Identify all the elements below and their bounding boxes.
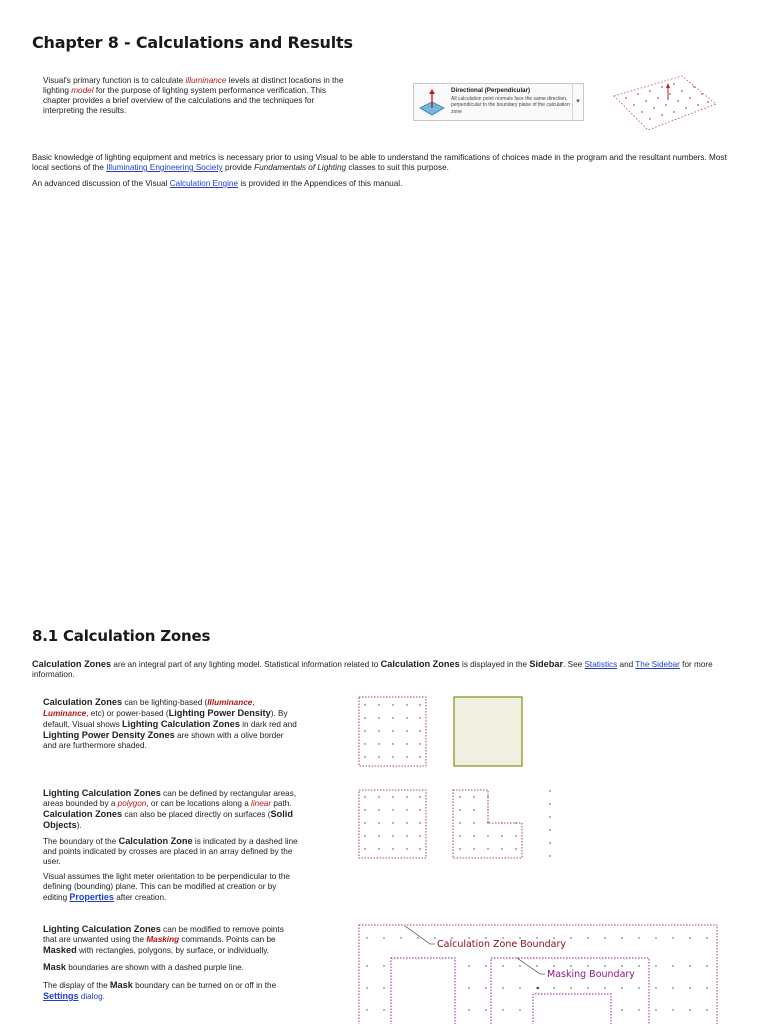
calc-point [655,987,656,988]
b2-bold-2: Calculation Zones [43,809,123,819]
calc-point [378,717,379,718]
calc-point [392,822,393,823]
calc-point [604,965,605,966]
calc-point [419,730,420,731]
calc-point [366,965,367,966]
boundary-label: Calculation Zone Boundary [437,939,566,950]
calc-point [364,835,365,836]
calc-point [366,987,367,988]
calc-point [553,987,554,988]
calc-point [485,1009,486,1010]
boundary-leader-line [405,926,430,944]
b1-bold-2: Lighting Power Density [168,708,271,718]
intro-bold-3: Sidebar [529,659,564,669]
calc-point [419,835,420,836]
calc-point [419,717,420,718]
calc-point [459,848,460,849]
calc-point [383,965,384,966]
b2p2-t2: is indicated by a dashed line and points indicated by crosses are placed in an array defined by the user. [43,837,298,866]
b2p2-t1: The boundary of the [43,837,119,846]
masking-diagram [357,922,720,1024]
calc-point [364,730,365,731]
calc-point [706,1009,707,1010]
calc-point [621,965,622,966]
calc-point [502,987,503,988]
basic-text-2: provide [222,163,255,172]
basic-knowledge-paragraph [32,153,732,173]
calc-point [364,717,365,718]
b2-t5: ). [76,821,82,830]
b3p2-t1: boundaries are shown with a dashed purple line. [65,963,244,972]
calc-point [487,822,488,823]
calc-point [406,822,407,823]
calc-point [621,987,622,988]
calc-point [689,937,690,938]
b3p3-t2: boundary can be turned on or off in the [132,981,277,990]
intro-paragraph [43,76,353,116]
calc-point [406,809,407,810]
section-intro-paragraph [32,659,732,680]
term-model: model [71,86,94,95]
calc-point [406,730,407,731]
b2-bold-1: Lighting Calculation Zones [43,788,161,798]
calc-point [392,809,393,810]
b1-t3: , etc) or power-based ( [86,709,169,718]
masking-paragraph [43,924,298,956]
calc-point [587,987,588,988]
calc-point [406,796,407,797]
mask-label: Masking Boundary [547,969,635,980]
calc-point [473,822,474,823]
calc-point [378,730,379,731]
calc-point [515,835,516,836]
term-polygon: polygon [117,799,147,808]
intro-text-1: Visual's primary function is to calculate [43,76,186,85]
ies-link[interactable]: Illuminating Engineering Society [106,163,223,172]
calc-point [502,965,503,966]
calc-point [487,835,488,836]
b3p2-bold: Mask [43,962,66,972]
term-illuminance: illuminance [185,76,227,85]
calc-point [689,965,690,966]
panel-title: Directional (Perpendicular) [451,87,531,94]
calc-point [406,756,407,757]
calc-point [570,965,571,966]
calc-point [604,987,605,988]
intro-bold-2: Calculation Zones [380,659,460,669]
calc-point [473,796,474,797]
fundamentals-text: Fundamentals of Lighting [254,163,347,172]
b3-bold-2: Masked [43,945,77,955]
perspective-grid-illustration [612,74,718,132]
calc-point [536,965,537,966]
calc-point [366,1009,367,1010]
calc-point [392,796,393,797]
b2-bold-3: Solid Objects [43,809,293,830]
calc-point [419,848,420,849]
calc-point [638,937,639,938]
calc-point [392,835,393,836]
calc-point [485,987,486,988]
calc-point [485,965,486,966]
mask-display-paragraph [43,980,298,1002]
calc-point [378,743,379,744]
calc-point [570,937,571,938]
calc-point [364,809,365,810]
b1-bold-3: Lighting Calculation Zones [122,719,240,729]
calc-point [621,1009,622,1010]
calc-point [553,965,554,966]
chapter-title: Chapter 8 - Calculations and Results [32,33,353,52]
mask-boundary-paragraph [43,962,298,973]
term-masking: Masking [146,935,180,944]
calc-point [364,756,365,757]
calc-point [378,756,379,757]
calc-point [501,822,502,823]
calc-point [515,848,516,849]
basic-text-1: Basic knowledge of lighting equipment and metrics is necessary prior to using Visual to be able to understand the ramifications of choices made in the program and the resultant numbers. Most local sections of the [32,153,727,172]
term-illuminance-bold: Illuminance [207,698,253,707]
advanced-text-2: is provided in the Appendices of this manual. [238,179,403,188]
term-linear: linear [251,799,272,808]
calc-point [419,743,420,744]
b3-bold-1: Lighting Calculation Zones [43,924,161,934]
calc-point [406,717,407,718]
calc-point [378,835,379,836]
calc-point [406,835,407,836]
calc-point [392,756,393,757]
section-title: 8.1 Calculation Zones [32,627,211,645]
calc-point [364,704,365,705]
b1-t2: , [252,698,255,707]
calc-point [392,717,393,718]
calc-point [468,987,469,988]
linear-calc-zone-illustration [545,789,555,861]
intro-bold-1: Calculation Zones [32,659,112,669]
calc-point [419,704,420,705]
dropdown-arrow-icon[interactable]: ▾ [572,84,583,120]
directional-icon [417,86,447,120]
zone-types-paragraph [43,697,298,751]
calc-point [364,822,365,823]
b3-t2: commands. Points can be [179,935,276,944]
calc-point [392,848,393,849]
calc-point [406,743,407,744]
advanced-paragraph [32,179,732,189]
calc-point [459,796,460,797]
calc-point [473,809,474,810]
calc-point [587,937,588,938]
intro-t3: . See [563,660,585,669]
calc-point [419,756,420,757]
calc-point [364,796,365,797]
calc-point [468,965,469,966]
calc-point [672,937,673,938]
calc-point [378,704,379,705]
calc-point [473,848,474,849]
calc-point [434,937,435,938]
orientation-paragraph [43,872,298,903]
calc-point [655,965,656,966]
calc-point [638,987,639,988]
b2p3-t2: after creation. [113,893,167,902]
calc-point [419,796,420,797]
calc-point [406,848,407,849]
calc-point [378,822,379,823]
calc-point [419,822,420,823]
calc-point [519,987,520,988]
calc-point [419,809,420,810]
calc-point [501,848,502,849]
calc-point [366,937,367,938]
rect-calc-zone-illustration [358,789,428,861]
calc-point [621,937,622,938]
calc-point [364,743,365,744]
b3-t1: can be modified to remove points that are unwanted using the [43,925,284,944]
calc-point [459,809,460,810]
b3-t3: with rectangles, polygons, by surface, or individually. [76,946,270,955]
intro-t4: and [617,660,636,669]
calc-point [392,730,393,731]
settings-link[interactable]: Settings [43,991,79,1001]
term-luminance-bold: Luminance [43,709,87,718]
intro-text-3: for the purpose of lighting system performance verification. This chapter provides a brief overview of the calculations and the techniques for interpreting the results. [43,86,326,115]
calc-point [392,743,393,744]
b1-bold-4: Lighting Power Density Zones [43,730,175,740]
properties-link[interactable]: Properties [69,892,114,902]
calc-point [655,937,656,938]
sidebar-link[interactable]: The Sidebar [635,660,680,669]
b3p3-t1: The display of the [43,981,110,990]
calc-point [706,937,707,938]
calc-point [383,987,384,988]
boundary-paragraph [43,836,298,867]
b1-t6: are shown with a olive border and are furthermore shaded. [43,731,284,750]
calc-zone-rect-illustration [358,696,428,768]
b3p3-t3: dialog. [78,992,105,1001]
calc-point [689,1009,690,1010]
calc-point [604,937,605,938]
orientation-panel[interactable] [413,83,584,121]
intro-t1: are an integral part of any lighting model. Statistical information related to [111,660,381,669]
b2-t3: path. [271,799,292,808]
intro-text-2: levels at distinct locations in the lighting [43,76,344,95]
calc-point [502,1009,503,1010]
calc-point [487,809,488,810]
calc-point [672,965,673,966]
panel-description: All calculation point normals face the same direction, perpendicular to the boundary plane of the calculation zone [451,96,570,115]
calc-point [519,1009,520,1010]
calc-point [655,1009,656,1010]
statistics-link[interactable]: Statistics [584,660,618,669]
calc-point [459,835,460,836]
zone-shapes-paragraph [43,788,298,831]
mask-inner [533,994,611,1024]
b1-t5: in dark red and [239,720,297,729]
calc-point [689,987,690,988]
b1-bold-1: Calculation Zones [43,697,123,707]
b2p2-bold: Calculation Zone [118,836,193,846]
calc-point [383,937,384,938]
calc-point [672,987,673,988]
calc-point [392,704,393,705]
calc-point [383,1009,384,1010]
calc-point [487,796,488,797]
calc-point [638,1009,639,1010]
advanced-text-1: An advanced discussion of the Visual [32,179,170,188]
calc-point [473,835,474,836]
calc-point [378,796,379,797]
calc-point [519,965,520,966]
calc-point [417,937,418,938]
calc-point [487,848,488,849]
intro-t2: is displayed in the [459,660,530,669]
calc-point [364,848,365,849]
calc-point [406,704,407,705]
b2-t4: can also be placed directly on surfaces ( [122,810,271,819]
mask-rect-1 [391,958,455,1024]
calc-point [400,937,401,938]
calculation-engine-link[interactable]: Calculation Engine [169,179,239,188]
b3p3-bold: Mask [109,980,133,990]
calc-point [706,965,707,966]
calc-point [378,809,379,810]
calc-point [501,835,502,836]
basic-text-3: classes to suit this purpose. [346,163,449,172]
calc-point [468,1009,469,1010]
calc-point [515,822,516,823]
calc-point [378,848,379,849]
calc-point [638,965,639,966]
calc-point [706,987,707,988]
b2p3-t1: Visual assumes the light meter orientation to be perpendicular to the defining (bounding) plane. This can be modified at creation or by editing [43,872,290,902]
b1-t4: ). By default, Visual shows [43,709,288,729]
b1-t1: can be lighting-based ( [122,698,208,707]
lpd-zone-illustration [453,696,525,768]
intro-t5: for more information. [32,660,713,679]
calc-point [587,965,588,966]
polygon-calc-zone-illustration [452,789,524,861]
calc-point [672,1009,673,1010]
b2-t1: can be defined by rectangular areas, areas bounded by a [43,789,297,808]
b2-t2: , or can be locations along a [146,799,252,808]
calc-point [459,822,460,823]
calc-point [570,987,571,988]
